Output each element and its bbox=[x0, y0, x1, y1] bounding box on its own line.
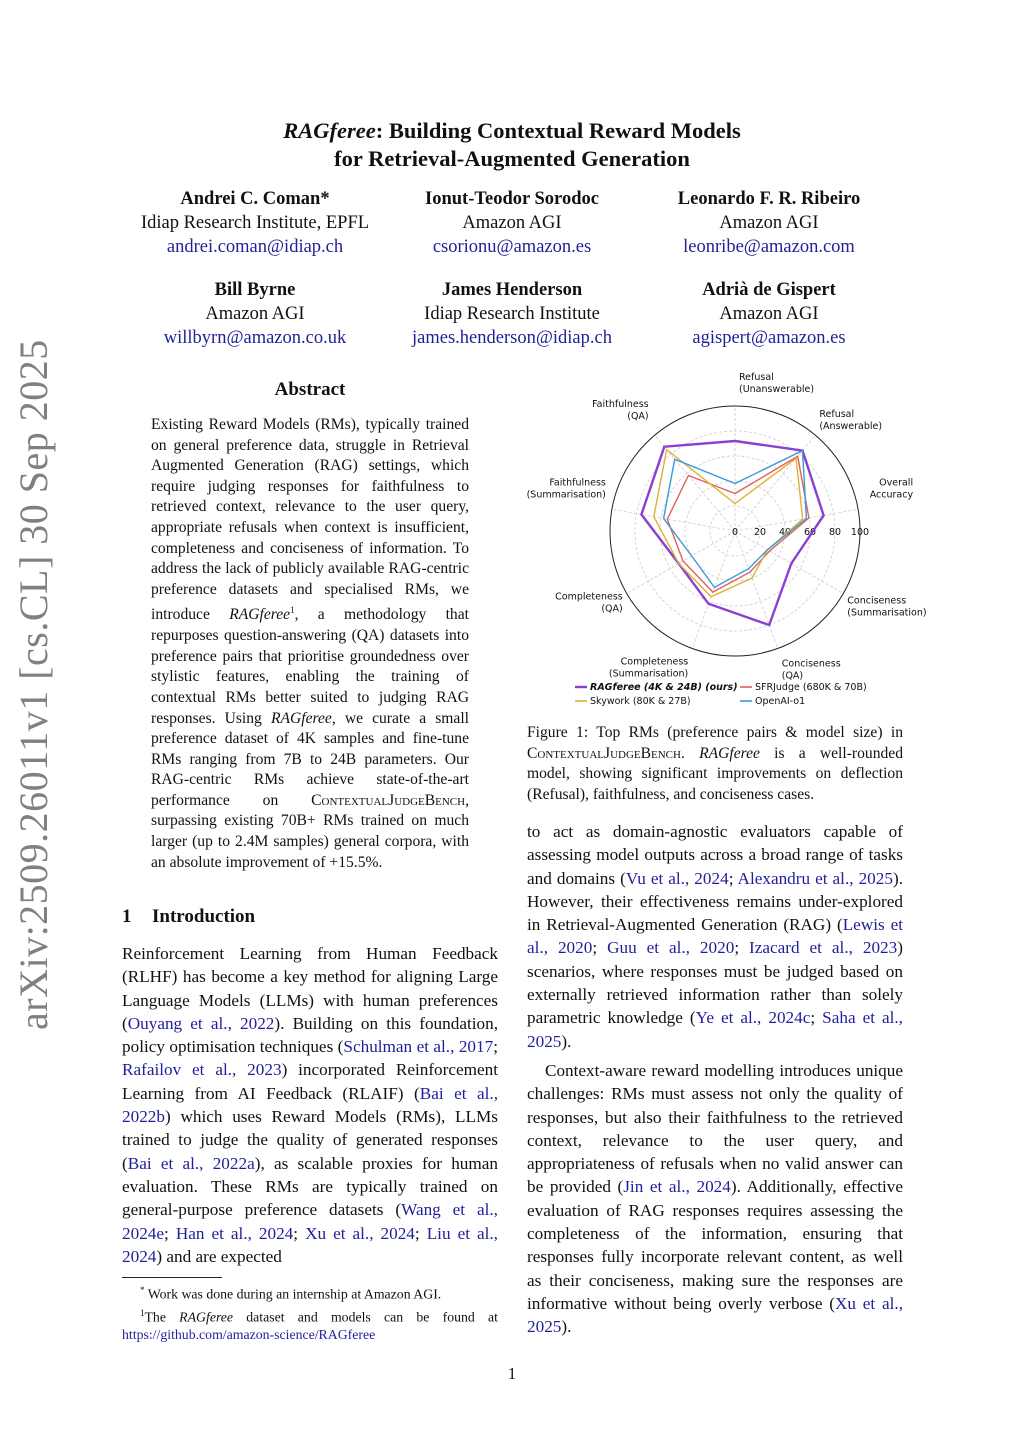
author-affiliation: Idiap Research Institute, EPFL bbox=[140, 213, 370, 233]
author-email[interactable]: james.henderson@idiap.ch bbox=[412, 328, 612, 348]
author-card bbox=[105, 187, 405, 259]
radar-axis-label: Completeness (QA) bbox=[555, 591, 623, 615]
left-column-text bbox=[122, 942, 498, 1268]
author-name: Bill Byrne bbox=[214, 280, 296, 300]
citation-link[interactable]: Xu et al., 2024 bbox=[305, 1223, 415, 1243]
radar-tick-label: 80 bbox=[828, 527, 842, 538]
radar-spoke bbox=[735, 531, 843, 594]
citation-link[interactable]: Rafailov et al., 2023 bbox=[122, 1060, 282, 1080]
radar-axis-label: Faithfulness (QA) bbox=[592, 399, 649, 423]
radar-tick-label: 40 bbox=[778, 527, 792, 538]
citation-link[interactable]: Han et al., 2024 bbox=[175, 1223, 294, 1243]
author-card bbox=[362, 278, 662, 350]
legend-label: SFRJudge (680K & 70B) bbox=[755, 682, 867, 693]
radar-axis-label: Overall Accuracy bbox=[869, 477, 914, 501]
citation-link[interactable]: Alexandru et al., 2025 bbox=[737, 868, 893, 888]
radar-tick-label: 0 bbox=[731, 527, 739, 538]
abstract-method-name: RAGferee bbox=[229, 606, 291, 624]
radar-axis-label: Conciseness (Summarisation) bbox=[847, 595, 927, 619]
citation-link[interactable]: Ouyang et al., 2022 bbox=[127, 1013, 275, 1033]
footnote: * Work was done during an internship at Amazon AGI. bbox=[140, 1285, 442, 1302]
abstract-benchmark-name: ContextualJudgeBench bbox=[311, 791, 466, 809]
abstract-heading: Abstract bbox=[274, 379, 346, 400]
radar-axis-label: Faithfulness (Summarisation) bbox=[526, 477, 606, 501]
author-card bbox=[619, 278, 919, 350]
figure-caption: Figure 1: Top RMs (preference pairs & model size) in ContextualJudgeBench. RAGferee is a well-rounded model, showing significant improvements on deflection (Refusal), faithfulness, and conciseness cases. bbox=[527, 724, 904, 803]
citation-link[interactable]: Bai et al., 2022a bbox=[127, 1153, 255, 1173]
radar-axis-label: Refusal (Answerable) bbox=[819, 409, 883, 433]
author-card bbox=[362, 187, 662, 259]
citation-link[interactable]: Wang et al., 2024e bbox=[122, 1200, 498, 1243]
citation-link[interactable]: Ye et al., 2024c bbox=[695, 1008, 811, 1028]
section-title: Introduction bbox=[152, 906, 256, 927]
author-affiliation: Amazon AGI bbox=[719, 213, 819, 233]
page-number: 1 bbox=[507, 1364, 517, 1383]
citation-link[interactable]: Izacard et al., 2023 bbox=[749, 938, 898, 958]
author-name: Leonardo F. R. Ribeiro bbox=[677, 189, 861, 209]
right-column-text bbox=[527, 820, 903, 1339]
abstract-text: , we curate a small preference dataset of 4K samples and fine-tune RMs ranging from 7B to 24B parameters. Our RAG-centric RMs achieve state-of-the-art performance on bbox=[151, 709, 469, 809]
author-affiliation: Idiap Research Institute bbox=[424, 304, 600, 324]
author-email[interactable]: leonribe@amazon.com bbox=[683, 237, 855, 257]
legend-label: RAGferee (4K & 24B) (ours) bbox=[590, 682, 738, 693]
paper-title-line2: for Retrieval-Augmented Generation bbox=[334, 146, 690, 171]
paper-title bbox=[0, 117, 1024, 144]
author-affiliation: Amazon AGI bbox=[462, 213, 562, 233]
footnote: $^1$The RAGferee dataset and models can be found at https://github.com/amazon-science/RAGferee bbox=[122, 1307, 498, 1343]
radar-axis-label: Conciseness (QA) bbox=[781, 658, 841, 682]
section-number: 1 bbox=[122, 906, 132, 927]
paragraph: Context-aware reward modelling introduces unique challenges: RMs must assess not only the quality of responses, but also their faithfulness to the retrieved context, relevance to the user query, and appropriateness of refusals when no valid answer can be provided (Jin et al., 2024). Additionally, effective evaluation of RAG responses requires assessing the completeness of the information, ensuring that responses fully incorporate relevant content, as well as their conciseness, making sure the responses are informative without being overly verbose (Xu et al., 2025). bbox=[527, 1060, 903, 1337]
paragraph: Reinforcement Learning from Human Feedback (RLHF) has become a key method for aligning Large Language Models (LLMs) with human preferences (Ouyang et al., 2022). Building on this foundation, policy optimisation techniques (Schulman et al., 2017; Rafailov et al., 2023) incorporated Reinforcement Learning from AI Feedback (RLAIF) (Bai et al., 2022b) which uses Reward Models (RMs), LLMs trained to judge the quality of generated responses (Bai et al., 2022a), as scalable proxies for human evaluation. These RMs are typically trained on general-purpose preference datasets (Wang et al., 2024e; Han et al., 2024; Xu et al., 2024; Liu et al., 2024) and are expected bbox=[122, 944, 498, 1266]
radar-axis-label: Completeness (Summarisation) bbox=[608, 656, 689, 680]
paragraph: to act as domain-agnostic evaluators capable of assessing model outputs across a broad range of tasks and domains (Vu et al., 2024; Alexandru et al., 2025). However, their effectiveness remains under-explored in Retrieval-Augmented Generation (RAG) (Lewis et al., 2020; Guu et al., 2020; Izacard et al., 2023) scenarios, where responses must be judged based on externally retrieved information rather than solely parametric knowledge (Ye et al., 2024c; Saha et al., 2025). bbox=[527, 822, 903, 1051]
author-affiliation: Amazon AGI bbox=[719, 304, 819, 324]
radar-chart bbox=[520, 368, 927, 718]
author-email[interactable]: agispert@amazon.es bbox=[692, 328, 846, 348]
paper-title-rest: : Building Contextual Reward Models bbox=[375, 118, 741, 143]
citation-link[interactable]: Jin et al., 2024 bbox=[623, 1177, 731, 1197]
abstract-text: , a methodology that repurposes question-answering (QA) datasets into preference pairs that prioritise groundedness over stylistic features, enabling the training of contextual RMs better suited to judging RAG responses. Using bbox=[151, 606, 469, 727]
citation-link[interactable]: Schulman et al., 2017 bbox=[343, 1037, 494, 1057]
abstract-text: Existing Reward Models (RMs), typically trained on general preference data, struggle in Retrieval Augmented Generation (RAG) settings, which require judging responses for faithfulness to retrieved context, relevance to the user query, appropriate refusals when context is insufficient, completeness and conciseness of information. To address the lack of publicly available RAG-centric preference datasets and specialised RMs, we introduce bbox=[151, 416, 469, 624]
citation-link[interactable]: Xu et al., 2025 bbox=[527, 1293, 903, 1337]
arxiv-sidebar-id: arXiv:2509.26011v1 [cs.CL] 30 Sep 2025 bbox=[11, 339, 56, 1030]
footnote-rule bbox=[122, 1277, 222, 1278]
citation-link[interactable]: Saha et al., 2025 bbox=[527, 1008, 903, 1051]
author-affiliation: Amazon AGI bbox=[205, 304, 305, 324]
author-name: Andrei C. Coman* bbox=[180, 189, 330, 209]
abstract-method-name: RAGferee bbox=[270, 709, 332, 727]
legend-label: Skywork (80K & 27B) bbox=[590, 696, 691, 707]
citation-link[interactable]: Liu et al., 2024 bbox=[122, 1223, 498, 1266]
radar-axis-label: Refusal (Unanswerable) bbox=[739, 372, 815, 395]
github-link[interactable]: https://github.com/amazon-science/RAGferee bbox=[122, 1327, 376, 1343]
paper-title-italic: RAGferee bbox=[283, 118, 376, 143]
radar-tick-label: 60 bbox=[803, 527, 817, 538]
abstract-text: , surpassing existing 70B+ RMs trained on much larger (up to 2.4M samples) general corpora, with an absolute improvement of +15.5%. bbox=[151, 791, 469, 871]
legend-label: OpenAI-o1 bbox=[755, 696, 806, 707]
citation-link[interactable]: Bai et al., 2022b bbox=[122, 1083, 498, 1127]
author-card bbox=[105, 278, 405, 350]
author-name: Ionut-Teodor Sorodoc bbox=[425, 189, 599, 209]
section-heading bbox=[122, 906, 255, 928]
radar-tick-label: 20 bbox=[753, 527, 767, 538]
author-card bbox=[619, 187, 919, 259]
author-name: James Henderson bbox=[441, 280, 583, 300]
radar-tick-label: 100 bbox=[850, 527, 870, 538]
author-email[interactable]: andrei.coman@idiap.ch bbox=[166, 237, 344, 257]
author-email[interactable]: willbyrn@amazon.co.uk bbox=[163, 328, 347, 348]
citation-link[interactable]: Lewis et al., 2020 bbox=[527, 915, 903, 958]
citation-link[interactable]: Guu et al., 2020 bbox=[607, 938, 735, 958]
footnotes bbox=[122, 1281, 498, 1344]
author-email[interactable]: csorionu@amazon.es bbox=[432, 237, 592, 257]
author-name: Adrià de Gispert bbox=[702, 280, 836, 300]
citation-link[interactable]: Vu et al., 2024 bbox=[625, 868, 729, 888]
radar-spoke bbox=[612, 509, 735, 531]
abstract-body: Existing Reward Models (RMs), typically trained on general preference data, struggle in Retrieval Augmented Generation (RAG) settings, which require judging responses for faithfulness to retrieved context, relevance to the user query, appropriate refusals when context is insufficient, completeness and conciseness of information. To address the lack of publicly available RAG-centric preference datasets and specialised RMs, we introduce RAGferee$^1$, a methodology that repurposes question-answering (QA) datasets into preference pairs that prioritise groundedness over stylistic features, enabling the training of contextual RMs better suited to judging RAG responses. Using RAGferee, we curate a small preference dataset of 4K samples and fine-tune RMs ranging from 7B to 24B parameters. Our RAG-centric RMs achieve state-of-the-art performance on ContextualJudgeBench, surpassing existing 70B+ RMs trained on much larger (up to 2.4M samples) general corpora, with an absolute improvement of +15.5%. bbox=[151, 416, 469, 871]
